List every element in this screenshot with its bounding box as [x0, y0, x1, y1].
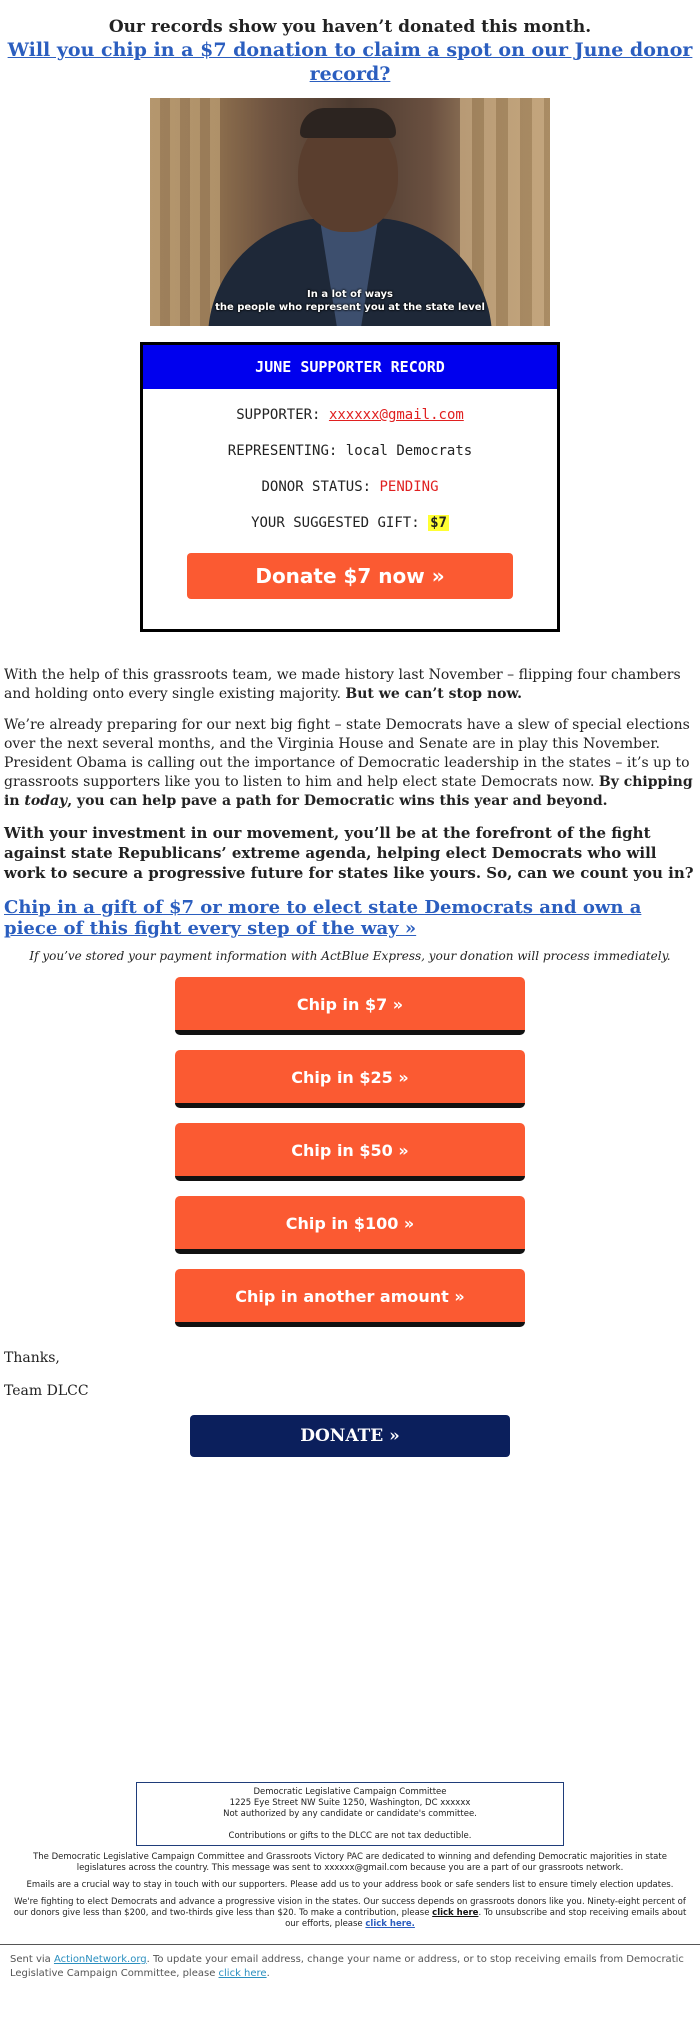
- sent-via-text-a: Sent via: [10, 1954, 54, 1965]
- sent-via: [0, 1945, 700, 1989]
- update-email-link[interactable]: click here: [218, 1968, 267, 1979]
- paragraph-investment: With your investment in our movement, you’ll be at the forefront of the fight against state Republicans’ extreme agenda, helping elect Democrats who will work to secure a progressive future for states like yours. So, can we count you in?: [4, 824, 694, 882]
- supporter-label: SUPPORTER:: [236, 407, 321, 423]
- footer-donors-text-b: . To unsubscribe and stop receiving emails about our efforts, please: [285, 1908, 687, 1929]
- gift-label: YOUR SUGGESTED GIFT:: [251, 515, 420, 531]
- video-caption-line1: In a lot of ways: [307, 289, 393, 300]
- record-representing: [143, 441, 557, 461]
- donate-button[interactable]: DONATE »: [190, 1415, 510, 1457]
- footer-address-book: Emails are a crucial way to stay in touch with our supporters. Please add us to your address book or safe senders list to ensure timely election updates.: [26, 1880, 674, 1890]
- gift-value: $7: [430, 515, 447, 531]
- contribute-link[interactable]: click here: [432, 1908, 479, 1918]
- record-gift: [143, 513, 557, 533]
- chip-25-button[interactable]: Chip in $25 »: [175, 1050, 525, 1108]
- footer: [0, 1782, 700, 1989]
- obama-video-still[interactable]: [150, 98, 550, 326]
- donate-7-button[interactable]: Donate $7 now »: [187, 553, 513, 599]
- bold-part-b: , you can help pave a path for Democratic wins this year and beyond.: [67, 793, 608, 809]
- tax-note: Contributions or gifts to the DLCC are not tax deductible.: [228, 1831, 472, 1841]
- footer-donors-text-a: We're fighting to elect Democrats and advance a progressive vision in the states. Our success depends on grassroots donors like you. Ninety-eight percent of our donors give less than $200, and two-thirds give less than $20. To make a contribution, please: [13, 1897, 686, 1918]
- representing-value: local Democrats: [345, 443, 473, 459]
- actblue-note: If you’ve stored your payment information with ActBlue Express, your donation will process immediately.: [29, 949, 671, 963]
- chip-50-button[interactable]: Chip in $50 »: [175, 1123, 525, 1181]
- supporter-record-box: [140, 342, 560, 632]
- unsubscribe-link[interactable]: click here.: [365, 1919, 415, 1929]
- chip-buttons: [0, 977, 700, 1327]
- speaker-hair: [300, 108, 396, 138]
- header-notice: Our records show you haven’t donated this month.: [108, 17, 592, 37]
- actionnetwork-link[interactable]: ActionNetwork.org: [53, 1954, 147, 1965]
- address-box: [136, 1782, 564, 1846]
- header-donate-link[interactable]: Will you chip in a $7 donation to claim a spot on our June donor record?: [7, 39, 693, 85]
- chip-in-cta-link[interactable]: Chip in a gift of $7 or more to elect state Democrats and own a piece of this fight every step of the way »: [4, 897, 642, 939]
- status-label: DONOR STATUS:: [261, 479, 372, 495]
- paragraph-next-fight: [0, 716, 700, 811]
- video-caption: [150, 288, 550, 314]
- address-gap: [137, 1820, 563, 1831]
- sent-via-text-c: .: [266, 1968, 270, 1979]
- sent-via-text-b: . To update your email address, change your name or address, or to stop receiving emails from Democratic Legislative Campaign Committee, please: [10, 1954, 684, 1979]
- org-name: Democratic Legislative Campaign Committee: [253, 1787, 447, 1797]
- bold-part-a: By chipping in: [4, 774, 693, 809]
- chip-other-button[interactable]: Chip in another amount »: [175, 1269, 525, 1327]
- chip-100-button[interactable]: Chip in $100 »: [175, 1196, 525, 1254]
- paragraph-next-fight-text: We’re already preparing for our next big fight – state Democrats have a slew of special elections over the next several months, and the Virginia House and Senate are in play this November. President Obama is calling out the importance of Democratic leadership in the states – it’s up to grassroots supporters like you to listen to him and help elect state Democrats now.: [4, 717, 690, 790]
- paragraph-history: [0, 666, 700, 704]
- footer-mission: The Democratic Legislative Campaign Committee and Grassroots Victory PAC are dedicated to winning and defending Democratic majorities in state legislatures across the country. This message was sent to xxxxxx@gmail.com because you are a part of our grassroots network.: [33, 1852, 667, 1873]
- chip-7-button[interactable]: Chip in $7 »: [175, 977, 525, 1035]
- paragraph-history-bold: But we can’t stop now.: [345, 686, 522, 702]
- supporter-email-link[interactable]: xxxxxx@gmail.com: [328, 407, 464, 423]
- org-address: 1225 Eye Street NW Suite 1250, Washington, DC xxxxxx: [229, 1798, 471, 1808]
- signoff-thanks: Thanks,: [4, 1350, 60, 1366]
- authorization-note: Not authorized by any candidate or candidate's committee.: [223, 1809, 477, 1819]
- record-title: JUNE SUPPORTER RECORD: [143, 345, 557, 389]
- status-badge: PENDING: [379, 479, 439, 495]
- record-supporter: [143, 405, 557, 425]
- bold-emphasis: today: [24, 793, 68, 809]
- header: [0, 0, 700, 86]
- representing-label: REPRESENTING:: [227, 443, 338, 459]
- signoff-team: Team DLCC: [4, 1383, 89, 1399]
- video-caption-line2: the people who represent you at the state level: [215, 302, 485, 313]
- paragraph-history-text: With the help of this grassroots team, we made history last November – flipping four chambers and holding onto every single existing majority.: [4, 667, 681, 702]
- footer-donors: [10, 1897, 690, 1930]
- record-status: [143, 477, 557, 497]
